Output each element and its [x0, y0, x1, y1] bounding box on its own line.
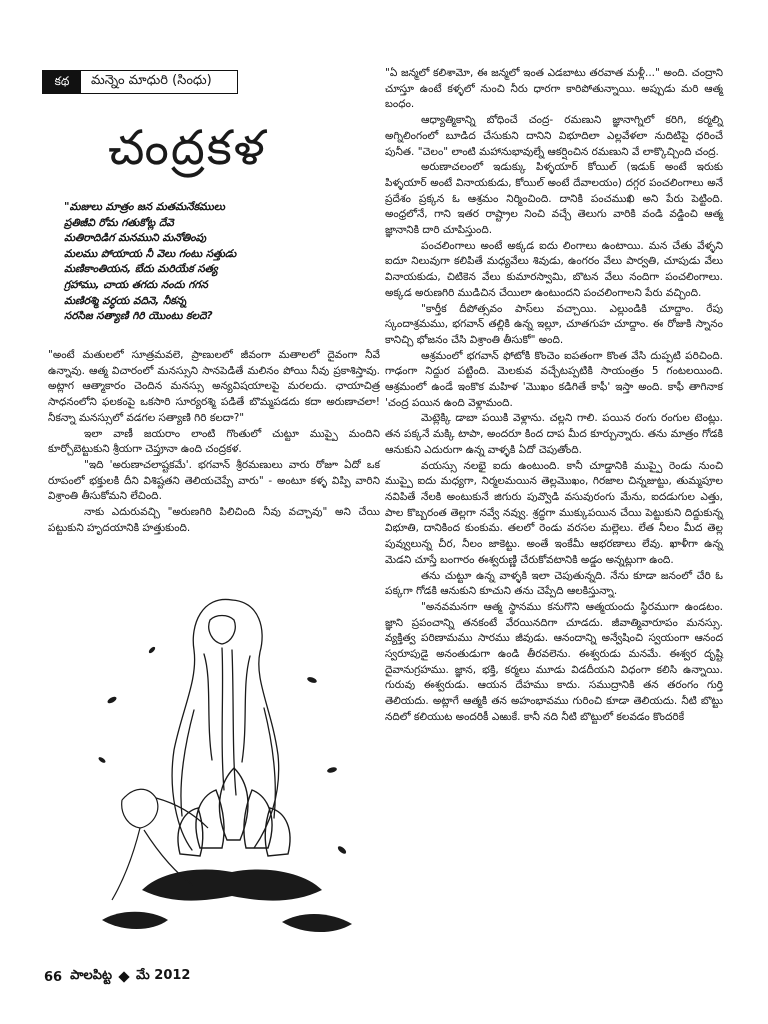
paragraph: "అనవమనగా ఆత్మ స్థానము కనుగొని ఆత్మయందు స్థిరముగా ఉండటం. జ్ఞాని ప్రపంచాన్ని తనకంటే వేరయినదిగా చూడదు. జీవాత్మివారూపం మనస్సు. వ్యక్తిత్వ పరిణామము సారము జీవుడు. ఆనందాన్ని అన్వేషించి స్వయంగా ఆనంద స్వరూపుడై అనంతుడుగా ఉండి తీరవలెను. ఈశ్వరుడు మనమే. ఈశ్వర దృష్టి దైవానుగ్రహము. జ్ఞాన, భక్తి, కర్మలు మూడు విడదీయని విధంగా కలిసి ఉన్నాయి. గురువు ఈశ్వరుడు. ఆయన దేహము కాదు. సముద్రానికి తన తరంగం గుర్తి తెలియదు. అట్లాగే ఆత్మకి తన అహంభావము గురించి కూడా తెలియదు. నీటి బొట్టు నదిలో కలియుట అందరికీ ఎఱుకే. కానీ నది నీటి బొట్టులో కలవడం కొందరికే: [385, 600, 723, 723]
left-text-column: [48, 348, 380, 536]
paragraph: అరుణాచలంలో ఇడుక్కు పిళ్ళయార్ కోయిల్ (ఇడుక్ అంటే ఇరుకు పిళ్ళయార్ అంటే వినాయకుడు, కోయిల్ అంటే దేవాలయం) దగ్గర పంచలింగాలు అనే ప్రదేశం ప్రక్కన ఓ ఆశ్రమం నిర్మించింది. దానికి పంచముఖి అని పేరు పెట్టింది. అంధ్రలోనే, గాని ఇతర రాష్ట్రాల నించి వచ్చే తెలుగు వారికి వండి వడ్డించి ఆత్మ జ్ఞానానికి దారి చూపిస్తుంది.: [385, 161, 723, 237]
author-name: మన్నెం మాధురి (సింధు): [91, 73, 212, 88]
page-footer: [44, 966, 264, 988]
lotus-flower: [178, 768, 290, 856]
paragraph: మెట్లెక్కి డాబా పయికి వెళ్లాను. చల్లని గాలి. పయిన రంగు రంగుల టెంట్లు. తన పక్కనే మక్కి టాపా, అందరూ కింద దాప మీద కూర్చున్నారు. తను మాత్రం గోడకి ఆనుకుని ఎదురుగా ఉన్న వాళ్ళకి ఏదో చెపుతోంది.: [385, 412, 723, 456]
verse-line: ప్రతిజీవి రోమ గతుకోట్ల దేవె: [64, 216, 174, 229]
paragraph: ఆశ్రమంలో భగవాన్ ఫోటోకి కొంచెం ఐపతంగా కొంత వేసి దుప్పటి పరిచింది. గాఢంగా నిద్దుర పట్టింది. మెలకువ వచ్చేటప్పటికి సాయంత్రం 5 గంటలయింది. ఆశ్రమంలో ఉండే ఇంకొక మహిళ 'మొఖం కడిగితే కాఫీ' ఇస్తా అంది. కాఫీ తాగినాక 'చంద్ర పయిన ఉంది వెళ్లామంది.: [385, 349, 723, 409]
issue-date: మే 2012: [136, 968, 191, 983]
verse-line: మలము పోయాయ నీ వెలు గంటు సత్తుడు: [64, 247, 237, 260]
lotus-leaves: [102, 869, 352, 932]
magazine-name: పాలపిట్ట: [70, 968, 112, 983]
paragraph: పంచలింగాలు అంటే అక్కడ ఐదు లింగాలు ఉంటాయి. మన చేతు వేళ్ళని ఐదూ నిలువుగా కలిపితే మధ్యవేలు శివుడు, ఉంగరం వేలు పార్వతి, చూపుడు వేలు వినాయకుడు, చిటికెన వేలు కుమారస్వామి, బొటన వేలు నందిగా పంచలింగాలు. అక్కడ అరుణగిరి ముడిచిన చేయిలా ఉంటుందని పంచలింగాలని పేరు వచ్చింది.: [385, 239, 723, 299]
paragraph: తను చుట్టూ ఉన్న వాళ్ళకి ఇలా చెపుతున్నది. నేను కూడా జనంలో చేరి ఓ పక్కగా గోడకి ఆనుకుని కూచుని తను చెప్పేది ఆలకిస్తున్నా.: [385, 569, 723, 598]
verse-line: సరసిజ సత్యాణి గిరి యొంటు కలదె?: [64, 310, 213, 323]
illustration-lotus-sage: [82, 590, 372, 942]
paragraph: వయస్సు నలభై ఐదు ఉంటుంది. కానీ చూడ్డానికి ముప్పై రెండు నుంచి ముప్పై ఐదు మధ్యగా, నిర్మలమయిన తెల్లమొఖం, గిరజాల చిన్నజుట్టు, తుమ్మపూల నవిపితే నేలకి అంటుకునే జిగురు పువ్వొడి వసువురంగు మేను, ఐదడుగుల ఎత్తు, పాల కొబ్బరంత తెల్లగా నవ్వే నవ్వు. శ్రద్ధగా ముక్కుపయిన చేయి పెట్టుకుని దిద్దుకున్న విభూతి, దానికింద కుంకుమ. తలలో రెండు వరసల మల్లెలు. లేత నీలం మీద తెల్ల పువ్వులున్న చీర, నీలం జాకెట్టు. అంతే ఇంకేమీ ఆభరణాలు లేవు. ఖాళీగా ఉన్న మెడని చూస్తే బంగారం ఈశ్వరుణ్ణి చేరుకోవటానికి అడ్డం అన్నట్లుగా ఉంది.: [385, 459, 723, 566]
verse-line: మణిరశ్మి వర్ధయ వదినె, నీకన్న: [64, 294, 187, 307]
paragraph: "అంటే మతులలో సూత్రమవలె, ప్రాణులలో జీవంగా మతాలలో దైవంగా నీవే ఉన్నావు. ఆత్మ విచారంలో మనస్సుని సానపెడితే మలినం పోయి నీవు ప్రకాశిస్తావు. అట్లాగ ఆత్మాకారం చెందిన మనస్సు అన్యవిషయాలపై మరలదు. ఛాయాచిత్ర సాధనంలోని ఫలకంపై ఒకసారి సూర్యరశ్మి పడితే బొమ్మపడదు కదా అరుణాచలా! నీకన్నా మనస్సులో వడగల సత్యాణి గిరి కలదా?": [48, 349, 380, 424]
diamond-separator-icon: [118, 971, 129, 982]
story-byline: [42, 70, 238, 94]
verse-line: మతిరాదిడిగ మనముని మనోతింపు: [64, 232, 207, 245]
verse-line: "మజులు మాత్రం జన మతమనేకములు: [64, 201, 225, 213]
verse-line: మణికాంతియన, బేదు మరియేక సత్య: [64, 263, 218, 276]
verse-line: గ్రహాము, చాయ తగదు నందు గగన: [64, 278, 208, 291]
paragraph: "ఏ జన్మలో కలిశామో, ఈ జన్మలో ఇంత ఎడబాటు తరవాత మళ్లీ..." అంది. చంద్రాని చూస్తూ ఉంటే కళ్ళలో నుంచి నీరు ధారగా కారిపోతున్నాయి. అప్పుడు మరి ఆత్మ బంధం.: [385, 67, 723, 111]
right-text-column: [385, 66, 723, 726]
story-category-tag: కథ: [43, 71, 81, 93]
paragraph: "ఇది 'అరుణాచలాష్టకమే'. భగవాన్ శ్రీరమణులు వారు రోజూ ఏదో ఒక రూపంలో భక్తులకి దీని విశిష్టతని తెలియచెప్పే వారు" - అంటూ కళ్ళ విప్పి వారిని విశ్రాంతి తీసుకోమని లేచింది.: [48, 458, 380, 503]
page-number: 66: [44, 969, 63, 985]
paragraph: ఆధ్యాత్మికాన్ని బోధించే చంద్ర- రమణుని జ్ఞానాగ్నిలో కరిగి, కర్మల్ని అగ్నిలింగంలో బూడిద చేసుకుని దానిని విభూదిలా ఎల్లవేళలా నుదిటిపై ధరించే పునీత. "చెలం" లాంటి మహానుభావుల్నే ఆకర్షించిన రమణుని వే లాక్కొచ్చింది చంద్ర.: [385, 114, 723, 158]
paragraph: "కార్తీక దీపోత్సవం పాస్‌లు వచ్చాయి. ఎల్లుండికి చూద్దాం. రేపు స్కందాశ్రమము, భగవాన్ తల్లికి ఉన్న ఇల్లూ, చూతగుహ చూద్దాం. ఈ రోజుకి స్నానం కానిచ్చి భోజనం చేసి విశ్రాంతి తీసుకో" అంది.: [385, 302, 723, 346]
story-title: చంద్రకళ: [108, 120, 267, 176]
paragraph: నాకు ఎదురువచ్చి "అరుణగిరి పిలిచింది నీవు వచ్చావు" అని చేయి పట్టుకుని హృదయానికి హత్తుకుంది.: [48, 506, 380, 534]
opening-verse: [64, 200, 284, 325]
paragraph: ఇలా వాణీ జయరాం లాంటి గొంతులో చుట్టూ ముప్పై మందిని కూర్చోబెట్టుకుని శ్రీయగా చెప్తూనా ఉంది చంద్రకళ.: [48, 427, 380, 456]
